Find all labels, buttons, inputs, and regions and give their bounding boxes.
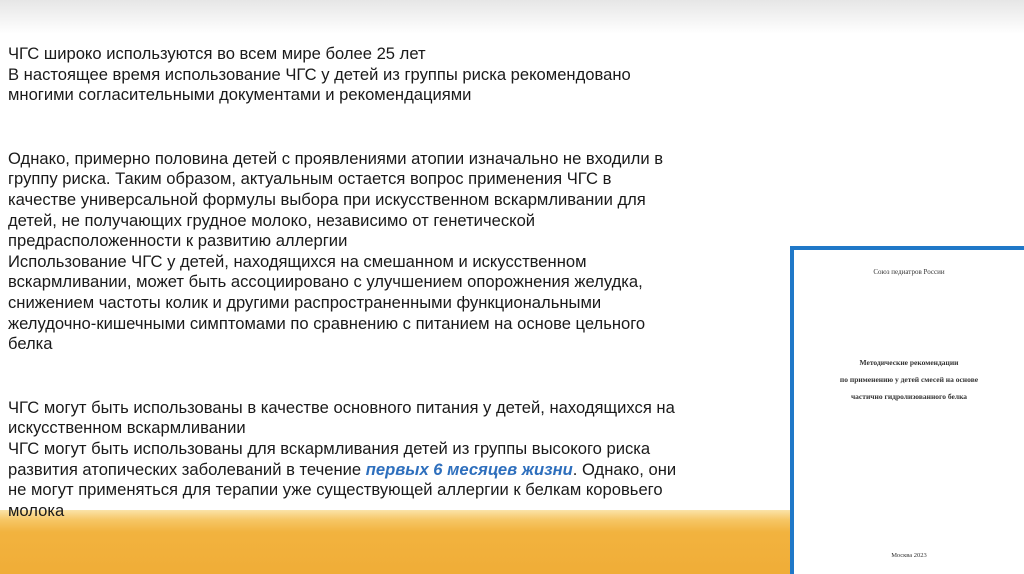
text-line: молока — [8, 500, 65, 520]
slide-text — [8, 44, 783, 521]
text-line: Использование ЧГС у детей, находящихся на смешанном и искусственном — [8, 251, 587, 271]
text-line: группу риска. Таким образом, актуальным остается вопрос применения ЧГС в — [8, 169, 612, 189]
text-line: искусственном вскармливании — [8, 418, 246, 438]
paragraph-atopy — [8, 149, 783, 355]
cover-city-year: Москва 2023 — [891, 552, 927, 559]
text-line: Однако, примерно половина детей с проявлениями атопии изначально не входили в — [8, 148, 664, 168]
top-shade — [0, 0, 1024, 34]
text-line: предрасположенности к развитию аллергии — [8, 231, 348, 251]
text-line: не могут применяться для терапии уже существующей аллергии к белкам коровьего — [8, 480, 663, 500]
text-line: ЧГС могут быть использованы в качестве основного питания у детей, находящихся на — [8, 397, 675, 417]
text-line — [8, 460, 783, 481]
paragraph-usage — [8, 44, 783, 106]
text-segment: . Однако, они — [572, 459, 677, 479]
text-line: многими согласительными документами и рекомендациями — [8, 85, 472, 105]
cover-title — [794, 354, 1024, 405]
text-line: ЧГС широко используются во всем мире более 25 лет — [8, 44, 426, 63]
text-line: белка — [8, 334, 53, 354]
cover-title-line: Методические рекомендации — [859, 358, 959, 367]
cover-title-line: по применению у детей смесей на основе — [839, 375, 979, 384]
highlight-phrase: первых 6 месяцев жизни — [365, 459, 573, 479]
cover-title-line: частично гидролизованного белка — [850, 392, 968, 401]
text-line: ЧГС могут быть использованы для вскармливания детей из группы высокого риска — [8, 438, 651, 458]
text-segment: развития атопических заболеваний в течение — [8, 459, 366, 479]
text-line: желудочно-кишечными симптомами по сравнению с питанием на основе цельного — [8, 313, 646, 333]
cover-organization: Союз педиатров России — [873, 268, 945, 276]
text-line: снижением частоты колик и другими распространенными функциональными — [8, 292, 602, 312]
text-line: В настоящее время использование ЧГС у детей из группы риска рекомендовано — [8, 64, 631, 84]
paragraph-feeding — [8, 398, 783, 522]
text-line: качестве универсальной формулы выбора при искусственном вскармливании для — [8, 189, 646, 209]
text-line: вскармливании, может быть ассоциировано с улучшением опорожнения желудка, — [8, 272, 643, 292]
text-line: детей, не получающих грудное молоко, независимо от генетической — [8, 210, 536, 230]
guideline-cover-image — [790, 246, 1024, 574]
